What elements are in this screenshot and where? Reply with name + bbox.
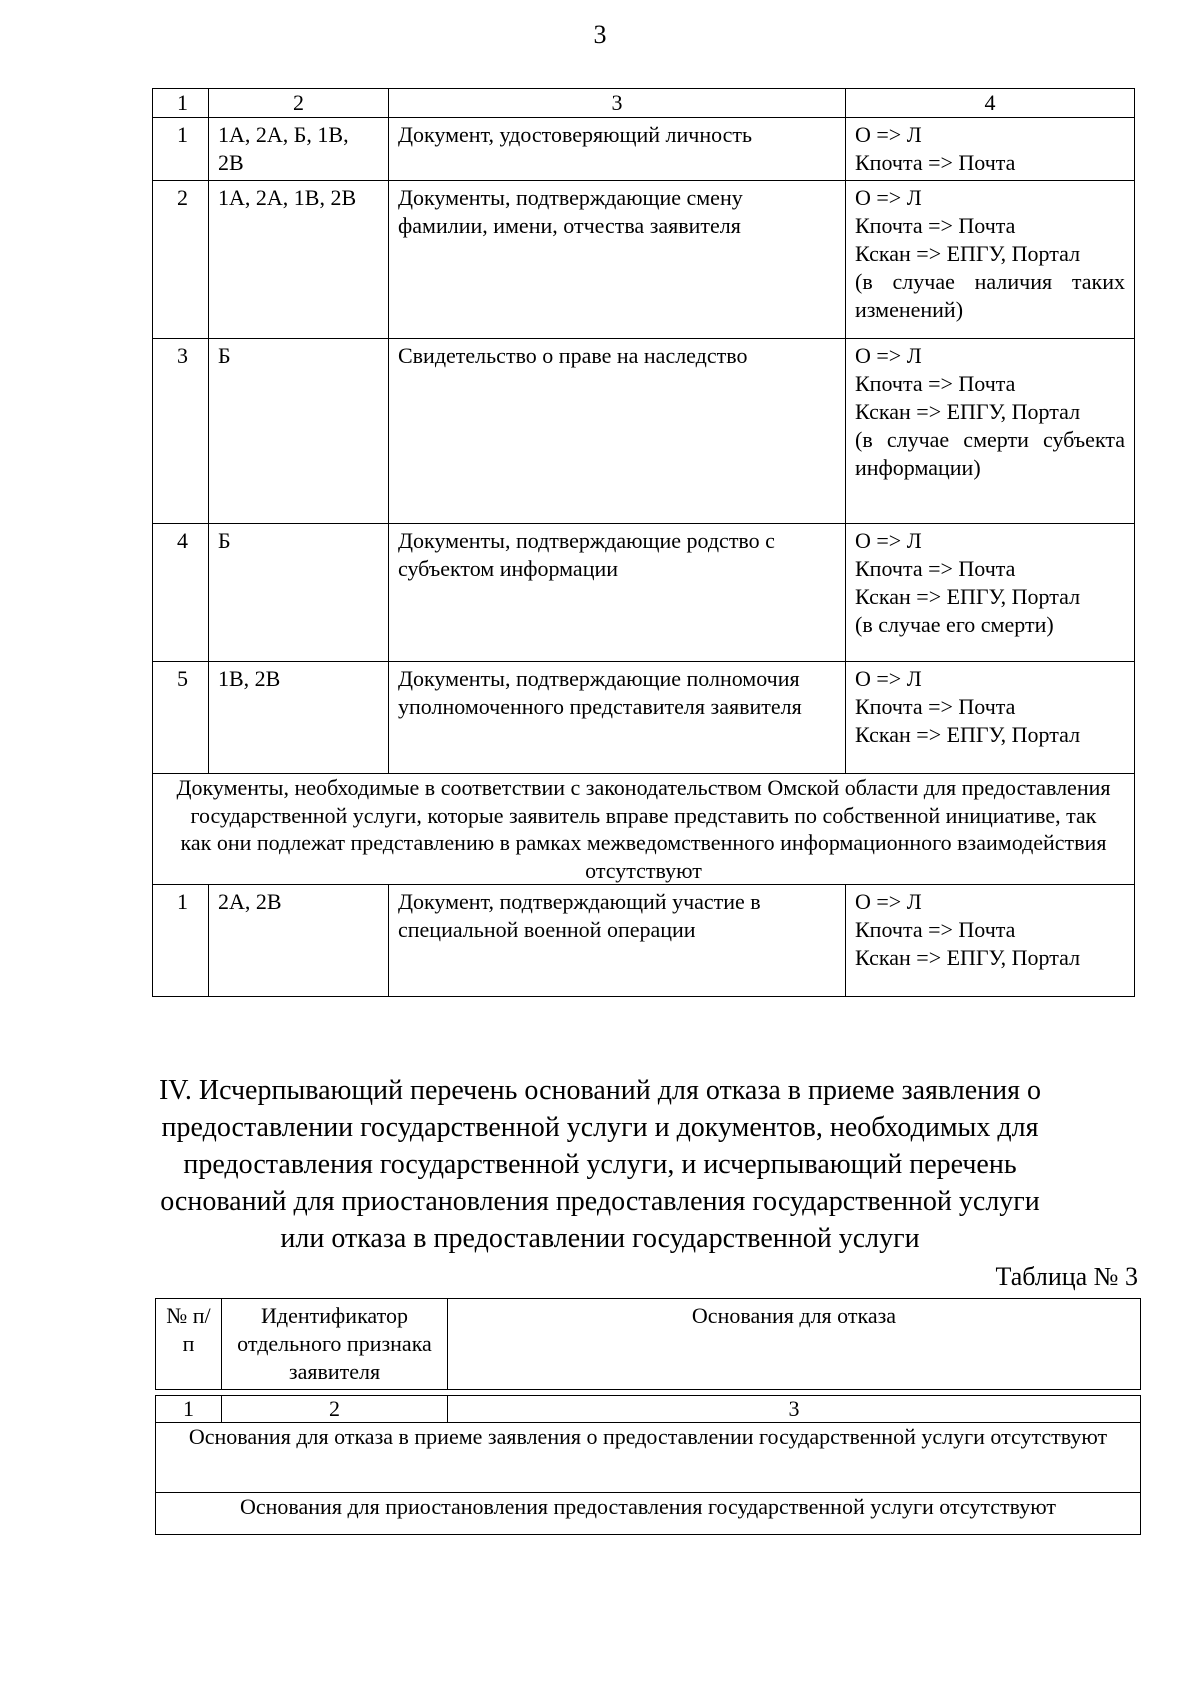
column-number: 2 [222, 1396, 448, 1423]
header-cell: 2 [209, 89, 389, 118]
document-name: Документ, подтверждающий участие в специальной военной операции [389, 885, 846, 997]
method-line: О => Л [855, 889, 922, 914]
table-header-row [156, 1299, 1141, 1390]
table-row [153, 339, 1135, 524]
submission-method [846, 524, 1135, 662]
row-number: 4 [153, 524, 209, 662]
header-cell: 1 [153, 89, 209, 118]
method-line: Кпочта => Почта [855, 150, 1016, 175]
method-line: О => Л [855, 528, 922, 553]
table-row [153, 885, 1135, 997]
header-cell: Основания для отказа [448, 1299, 1141, 1390]
method-line: Кпочта => Почта [855, 213, 1016, 238]
table3-body [155, 1395, 1141, 1535]
column-number: 1 [156, 1396, 222, 1423]
header-cell: Идентификатор отдельного признака заявителя [222, 1299, 448, 1390]
row-number: 2 [153, 181, 209, 339]
applicant-ids: 2А, 2В [209, 885, 389, 997]
applicant-ids: 1В, 2В [209, 662, 389, 774]
method-line: Кскан => ЕПГУ, Портал [855, 722, 1081, 747]
table-label: Таблица № 3 [995, 1262, 1138, 1291]
row-number: 1 [153, 118, 209, 181]
method-line: Кпочта => Почта [855, 694, 1016, 719]
applicant-ids: 1А, 2А, 1В, 2В [209, 181, 389, 339]
method-line: (в случае его смерти) [855, 612, 1054, 637]
method-line: Кскан => ЕПГУ, Портал [855, 399, 1081, 424]
header-cell: № п/п [156, 1299, 222, 1390]
table-row [153, 181, 1135, 339]
method-line: (в случае смерти субъекта информации) [855, 427, 1125, 480]
method-line: Кскан => ЕПГУ, Портал [855, 584, 1081, 609]
table-row [153, 118, 1135, 181]
method-line: Кпочта => Почта [855, 917, 1016, 942]
header-cell: 3 [389, 89, 846, 118]
table-row [156, 1493, 1141, 1535]
submission-method [846, 339, 1135, 524]
applicant-ids: 1А, 2А, Б, 1В, 2В [209, 118, 389, 181]
applicant-ids: Б [209, 339, 389, 524]
document-name: Документы, подтверждающие смену фамилии, имени, отчества заявителя [389, 181, 846, 339]
header-cell: 4 [846, 89, 1135, 118]
method-line: О => Л [855, 122, 922, 147]
section-note-row [153, 774, 1135, 885]
document-name: Документы, подтверждающие родство с субъектом информации [389, 524, 846, 662]
row-number: 5 [153, 662, 209, 774]
submission-method [846, 662, 1135, 774]
column-number: 3 [448, 1396, 1141, 1423]
table3-header [155, 1298, 1141, 1390]
method-line: Кскан => ЕПГУ, Портал [855, 241, 1081, 266]
section-title: IV. Исчерпывающий перечень оснований для отказа в приеме заявления о предоставлении государственной услуги и документов, необходимых для предоставления государственной услуги, и исчерпывающий перечень оснований для приостановления предоставления государственной услуги или отказа в предоставлении государственной услуги [158, 1075, 1042, 1254]
document-name: Документы, подтверждающие полномочия уполномоченного представителя заявителя [389, 662, 846, 774]
refusal-grounds: Основания для отказа в приеме заявления о предоставлении государственной услуги отсутствуют [156, 1423, 1141, 1493]
method-line: Кскан => ЕПГУ, Портал [855, 945, 1081, 970]
suspension-grounds: Основания для приостановления предоставления государственной услуги отсутствуют [156, 1493, 1141, 1535]
document-name: Свидетельство о праве на наследство [389, 339, 846, 524]
documents-table [152, 88, 1135, 997]
submission-method [846, 885, 1135, 997]
page-number: 3 [593, 20, 607, 49]
table-row [156, 1423, 1141, 1493]
method-line: О => Л [855, 343, 922, 368]
document-name: Документ, удостоверяющий личность [389, 118, 846, 181]
table-header-row [153, 89, 1135, 118]
table-number-row [156, 1396, 1141, 1423]
submission-method [846, 118, 1135, 181]
method-line: О => Л [855, 185, 922, 210]
table-row [153, 524, 1135, 662]
row-number: 1 [153, 885, 209, 997]
method-line: (в случае наличия таких изменений) [855, 269, 1125, 322]
method-line: Кпочта => Почта [855, 371, 1016, 396]
table-row [153, 662, 1135, 774]
method-line: Кпочта => Почта [855, 556, 1016, 581]
submission-method [846, 181, 1135, 339]
applicant-ids: Б [209, 524, 389, 662]
row-number: 3 [153, 339, 209, 524]
interagency-note: Документы, необходимые в соответствии с законодательством Омской области для предоставления государственной услуги, которые заявитель вправе представить по собственной инициативе, так как они подлежат представлению в рамках межведомственного информационного взаимодействия отсутствуют [153, 774, 1135, 885]
method-line: О => Л [855, 666, 922, 691]
